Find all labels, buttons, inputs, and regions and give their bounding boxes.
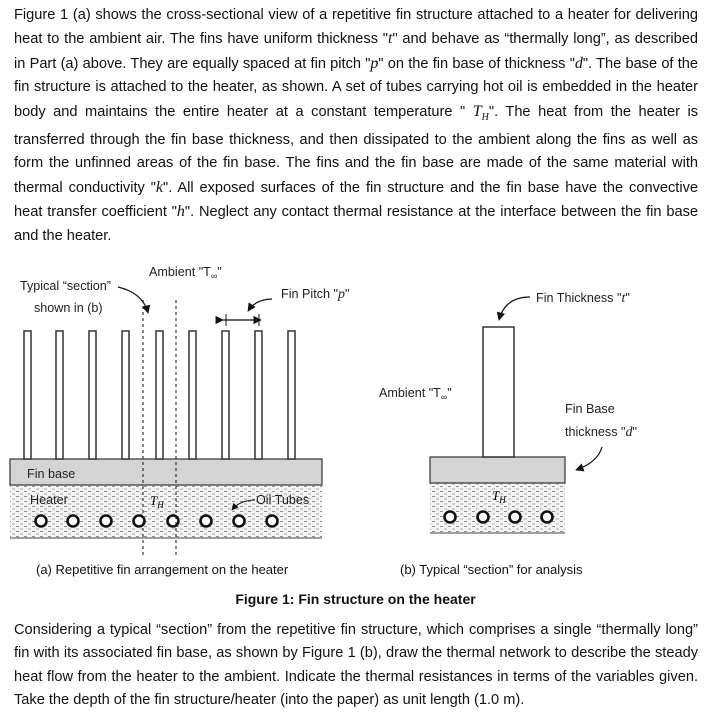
base-thickness-arrow	[576, 447, 602, 470]
caption-b: (b) Typical “section” for analysis	[400, 562, 583, 577]
heater-label: Heater	[30, 493, 68, 507]
fin-base-label: Fin base	[27, 467, 76, 481]
fin-pitch-arrow	[248, 299, 272, 311]
base-thickness-label: thickness "d"	[565, 425, 637, 440]
fin-thickness-arrow	[499, 297, 530, 320]
intro-paragraph: Figure 1 (a) shows the cross-sectional view of a repetitive fin structure attached to a heater for delivering heat to the ambient air. The fins have uniform thickness "t" and behave as “thermally long”, as described in Part (a) above. They are equally spaced at fin pitch "p" on the fin base of thickness "d". The base of the fin structure is attached to the heater, as shown. A set of tubes carrying hot oil is embedded in the heater body and maintains the entire heater at a constant temperature " $T_H$". The heat from the heater is transferred through the fin base thickness, and then dissipated to the ambient along the fins as well as form the unfinned areas of the fin base. The fins and the fin base are made of the same material with thermal conductivity "k". All exposed surfaces of the fin structure and the fin base have the convective heat transfer coefficient "h". Neglect any contact thermal resistance at the interface between the fin base and the heater.	[14, 7, 698, 244]
fin-b	[483, 327, 514, 457]
typical-section-label: Typical “section”	[20, 279, 111, 293]
fin-thickness-label: Fin Thickness "t"	[536, 291, 630, 306]
shown-in-label: shown in (b)	[34, 301, 103, 315]
ambient-label-b: Ambient "$T_\infty$"	[379, 386, 452, 402]
th-label-b: $T_H$	[492, 488, 506, 505]
caption-a: (a) Repetitive fin arrangement on the heater	[36, 562, 289, 577]
figure-b	[379, 291, 637, 533]
fins-a	[24, 331, 295, 459]
fin-base-label-b: Fin Base	[565, 402, 615, 416]
fin-base-b	[430, 457, 565, 483]
th-label-a: $T_H$	[150, 493, 164, 510]
figure-a	[10, 265, 349, 555]
fin-pitch-label: Fin Pitch "p"	[281, 287, 350, 302]
figure-title: Figure 1: Fin structure on the heater	[235, 591, 476, 607]
ambient-label-a: Ambient "$T_\infty$"	[149, 265, 222, 281]
oil-tubes-label: Oil Tubes	[256, 493, 310, 507]
question-paragraph: Considering a typical “section” from the repetitive fin structure, which comprises a single “thermally long” fin with its associated fin base, as shown by Figure 1 (b), draw the thermal network to describe the steady heat flow from the heater to the ambient. Indicate the thermal resistances in terms of the variables given. Take the depth of the fin structure/heater (into the paper) as unit length (1.0 m).	[14, 622, 698, 709]
